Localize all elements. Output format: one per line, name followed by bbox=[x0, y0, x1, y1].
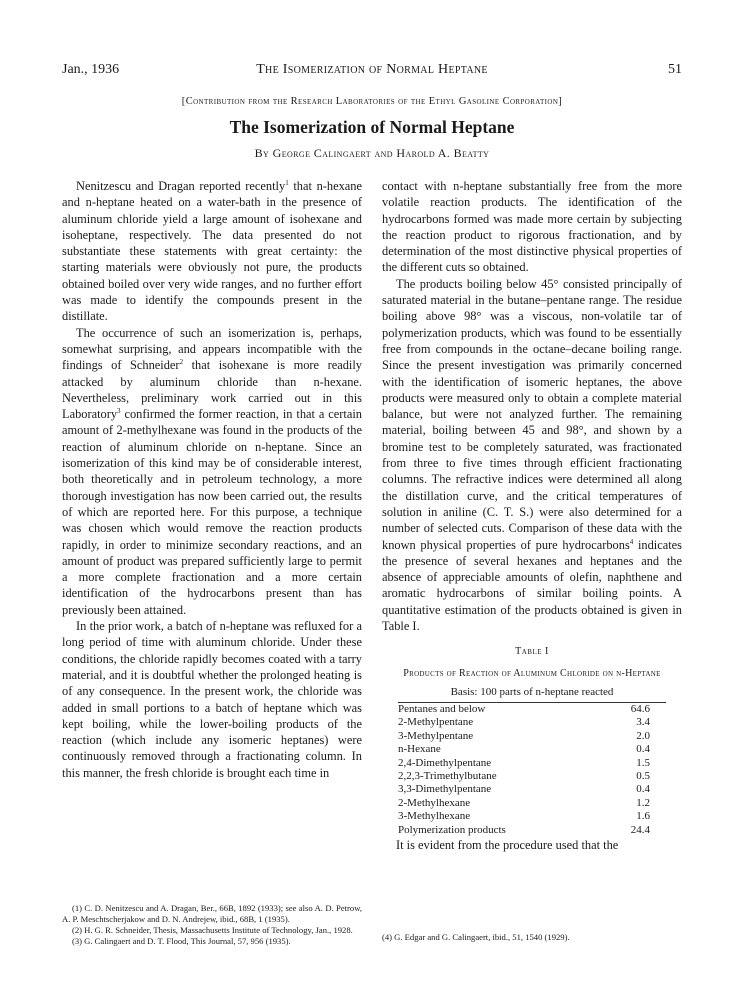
table-row: 3-Methylhexane 1.6 bbox=[398, 810, 650, 823]
table-basis: Basis: 100 parts of n-heptane reacted bbox=[450, 685, 614, 698]
footnote: (1) C. D. Nenitzescu and A. Dragan, Ber., 66B, 1892 (1933); see also A. D. Petrow, A. P. Meschtscherjakow and D. N. Andrejew, ibid., 68B, 1 (1935). bbox=[62, 903, 362, 924]
header-title: The Isomerization of Normal Heptane bbox=[256, 62, 488, 77]
table-row: 2-Methylpentane 3.4 bbox=[398, 716, 650, 729]
table-row: 2,4-Dimethylpentane 1.5 bbox=[398, 756, 650, 769]
footnotes-left bbox=[62, 903, 362, 947]
paragraph: It is evident from the procedure used that the bbox=[396, 837, 619, 852]
table-row: n-Hexane 0.4 bbox=[398, 743, 650, 756]
header-date: Jan., 1936 bbox=[62, 62, 120, 77]
page-number: 51 bbox=[668, 62, 682, 77]
footnote: (3) G. Calingaert and D. T. Flood, This Journal, 57, 956 (1935). bbox=[72, 936, 291, 946]
table-row: Pentanes and below 64.6 bbox=[398, 702, 650, 715]
footnote: (2) H. G. R. Schneider, Thesis, Massachusetts Institute of Technology, Jan., 1928. bbox=[72, 925, 353, 935]
table-row: 2-Methylhexane 1.2 bbox=[398, 796, 650, 809]
table-caption: Products of Reaction of Aluminum Chloride on n-Heptane bbox=[403, 667, 661, 679]
running-header bbox=[62, 62, 682, 80]
article-title: The Isomerization of Normal Heptane bbox=[229, 117, 515, 137]
table-row: 2,2,3-Trimethylbutane 0.5 bbox=[398, 769, 650, 782]
left-column bbox=[62, 178, 362, 781]
table-row: 3-Methylpentane 2.0 bbox=[398, 729, 650, 742]
right-column bbox=[382, 178, 682, 853]
products-table bbox=[398, 702, 666, 837]
paragraph: The products boiling below 45° consisted principally of saturated material in the butane–pentane range. The residue boiling above 98° was a viscous, non-volatile tar of polymerization products, which was found to be essentially free from compounds in the octane–decane boiling range. Since the present investigation was primarily concerned with the identification of isomeric heptanes, the above products were measured only to obtain a complete material balance, but were not analyzed further. The remaining material, boiling between 45 and 98°, and shown by a bromine test to be completely saturated, was fractionated from three to five times through efficient fractionating columns. The refractive indices were determined all along the distillation curve, and the critical temperatures of solution in aniline (C. T. S.) were also determined for a number of selected cuts. Comparison of these data with the known physical properties of pure hydrocarbons$^4$ indicates the presence of several hexanes and heptanes and the absence of appreciable amounts of olefin, naphthene and aromatic hydrocarbons of similar boiling points. A quantitative estimation of the products obtained is given in Table I. bbox=[382, 276, 682, 634]
paragraph: The occurrence of such an isomerization is, perhaps, somewhat surprising, and appears incompatible with the findings of Schneider$^2$ that isohexane is more readily attacked by aluminum chloride than n-hexane. Nevertheless, preliminary work carried out in this Laboratory$^3$ confirmed the former reaction, in that a certain amount of 2-methylhexane was found in the products of the reaction of aluminum chloride on n-heptane. Since an isomerization of this kind may be of considerable interest, both theoretically and in petroleum technology, a more thorough investigation has now been carried out, the results of which are reported here. For this purpose, a technique was chosen which would remove the reaction products rapidly, in order to minimize secondary reactions, and an amount of product was prepared sufficiently large to permit a more complete fractionation and a more certain identification of the hydrocarbons present than has previously been attained. bbox=[62, 325, 362, 617]
footnote-right: (4) G. Edgar and G. Calingaert, ibid., 51, 1540 (1929). bbox=[382, 932, 570, 942]
table-row: 3,3-Dimethylpentane 0.4 bbox=[398, 783, 650, 796]
contribution-line: [Contribution from the Research Laboratories of the Ethyl Gasoline Corporation] bbox=[181, 96, 563, 107]
paragraph: contact with n-heptane substantially free from the more volatile reaction products. The identification of the hydrocarbons formed was made more certain by subjecting the reaction product to rigorous fractionation, and by determination of the most distinctive physical properties of the different cuts so obtained. bbox=[382, 179, 682, 275]
article-authors: By George Calingaert and Harold A. Beatty bbox=[254, 146, 490, 160]
paragraph: Nenitzescu and Dragan reported recently$^1$ that n-hexane and n-heptane heated on a water-bath in the presence of aluminum chloride yield a large amount of isohexane and isoheptane, respectively. The data presented do not substantiate these statements with great certainty: the starting materials were obviously not pure, the products obtained boiled over very wide ranges, and no further effort was made to identify the compounds present in the distillate. bbox=[62, 178, 362, 324]
table-row: Polymerization products 24.4 bbox=[398, 823, 650, 836]
paragraph: In the prior work, a batch of n-heptane was refluxed for a long period of time with aluminum chloride. Under these conditions, the chloride rapidly becomes coated with a tarry material, and it is doubtful whether the prolonged heating is of any consequence. In the present work, the chloride was added in small portions to a batch of heptane which was kept boiling, while the lower-boiling products of the reaction (which include any isomeric heptanes) were continuously removed through a fractionating column. In this manner, the fresh chloride is brought each time in bbox=[62, 619, 362, 780]
table-label: Table I bbox=[515, 646, 549, 658]
